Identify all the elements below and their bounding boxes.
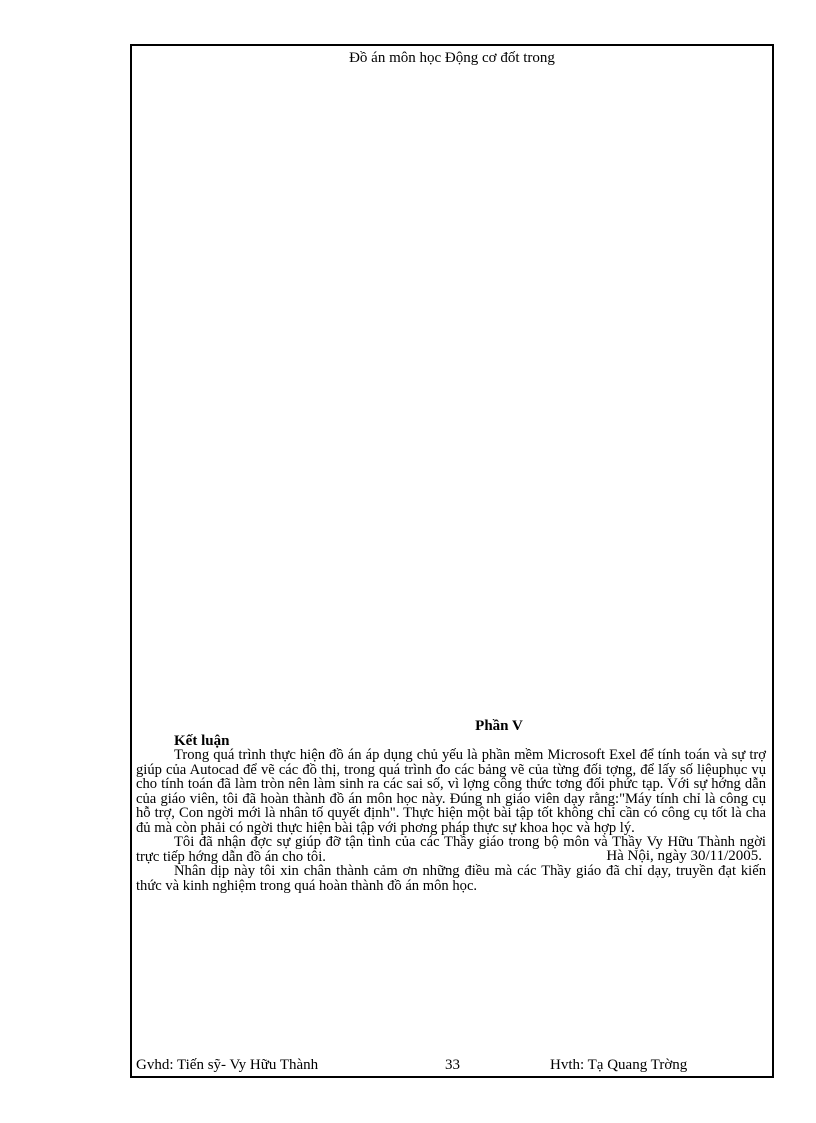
- running-footer: [136, 1057, 768, 1075]
- paragraph-2: Tôi đã nhận đợc sự giúp đỡ tận tình của các Thầy giáo trong bộ môn và Thầy Vy Hữu Thành ngời trực tiếp hớng dẫn đồ án cho tôi.: [136, 834, 766, 865]
- footer-student: Hvth: Tạ Quang Trờng: [550, 1057, 688, 1073]
- section-number: Phần V: [475, 718, 523, 734]
- page-frame: [130, 44, 774, 1078]
- conclusion-section: [136, 719, 766, 893]
- paragraph-3: Nhân dịp này tôi xin chân thành cảm ơn những điều mà các Thầy giáo đã chỉ dạy, truyền đạt kiến thức và kinh nghiệm trong quá hoàn thành đồ án môn học.: [136, 863, 766, 894]
- running-header: Đồ án môn học Động cơ đốt trong: [349, 50, 555, 66]
- signature-date: Hà Nội, ngày 30/11/2005.: [606, 848, 762, 864]
- footer-supervisor: Gvhd: Tiến sỹ- Vy Hữu Thành: [136, 1057, 319, 1073]
- footer-page-number: 33: [445, 1057, 460, 1073]
- paragraph-1: Trong quá trình thực hiện đồ án áp dụng chủ yếu là phần mềm Microsoft Exel để tính toán và sự trợ giúp của Autocad để vẽ các đồ thị, trong quá trình đo các bảng vẽ của từng đối tợng, để lấy số liệuphục vụ cho tính toán đã làm tròn nên làm sinh ra các sai số, vì lợng công thức tơng đối phức tạp. Với sự hớng dẫn của giáo viên, tôi đã hoàn thành đồ án môn học này. Đúng nh giáo viên dạy rằng:"Máy tính chỉ là công cụ hỗ trợ, Con ngời mới là nhân tố quyết định". Thực hiện một bài tập tốt không chỉ cần có công cụ tốt là cha đủ mà còn phải có ngời thực hiện bài tập với phơng pháp thực sự khoa học và hợp lý.: [136, 747, 766, 836]
- section-title: Kết luận: [174, 732, 230, 749]
